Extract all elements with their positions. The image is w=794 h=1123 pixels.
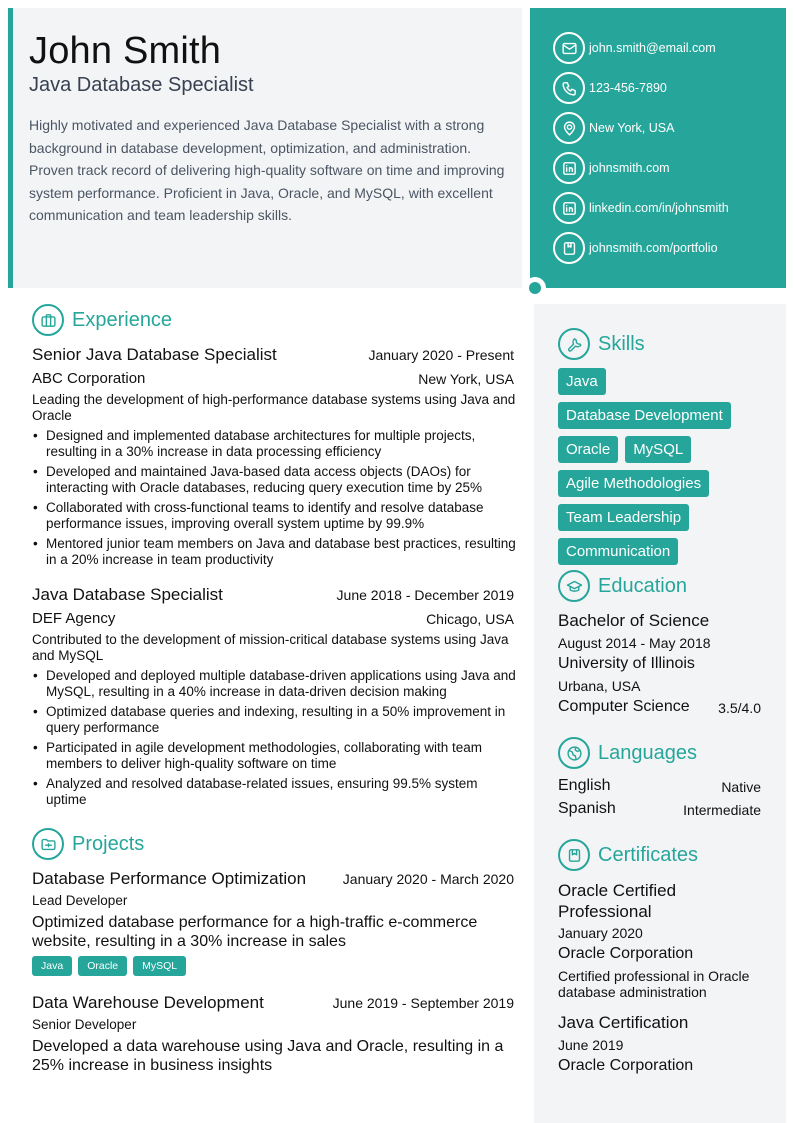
tag-mysql: MySQL <box>133 956 186 976</box>
certificate-title: Oracle Certified Professional <box>558 881 677 921</box>
project-tags <box>32 956 186 976</box>
certificates-header <box>558 839 698 871</box>
job-description: Leading the development of high-performance database systems using Java and Oracle <box>32 392 516 423</box>
language-level: Intermediate <box>683 802 761 818</box>
list-item: • Analyzed and resolved database-related issues, ensuring 99.5% system uptime <box>32 776 516 808</box>
education-title: Education <box>598 574 687 597</box>
skills-title: Skills <box>598 332 645 355</box>
globe-icon <box>558 737 590 769</box>
contact-portfolio[interactable] <box>553 232 718 264</box>
job-company: DEF Agency <box>32 610 116 627</box>
experience-header <box>32 304 172 336</box>
skill-badge: Database Development <box>558 402 731 429</box>
skill-badge: MySQL <box>625 436 691 463</box>
job-date: January 2020 - Present <box>368 347 514 363</box>
project-description: Optimized database performance for a high-traffic e-commerce website, resulting in a 30% increase in sales <box>32 914 478 950</box>
contact-linkedin-text[interactable]: linkedin.com/in/johnsmith <box>589 201 729 215</box>
list-item: • Designed and implemented database architectures for multiple projects, resulting in a 30% increase in data processing efficiency <box>32 428 516 460</box>
job-title: Senior Java Database Specialist <box>32 345 277 364</box>
certificate-issuer: Oracle Corporation <box>558 1057 694 1074</box>
portfolio-icon <box>553 232 585 264</box>
contact-phone[interactable] <box>553 72 667 104</box>
skill-badge: Communication <box>558 538 678 565</box>
school-location: Urbana, USA <box>558 678 641 694</box>
job-date: June 2018 - December 2019 <box>336 587 514 603</box>
tag-oracle: Oracle <box>78 956 127 976</box>
job-title: Java Database Specialist <box>32 585 223 604</box>
contact-website[interactable] <box>553 152 670 184</box>
project-date: January 2020 - March 2020 <box>342 871 514 887</box>
skill-badge: Agile Methodologies <box>558 470 709 497</box>
projects-header <box>32 828 144 860</box>
skill-badge: Java <box>558 368 606 395</box>
phone-icon <box>553 72 585 104</box>
summary-text: Highly motivated and experienced Java Database Specialist with a strong background in database development, optimization, and administration. Proven track record of delivering high-quality software on time and improving system performance. Proficient in Java, Oracle, and MySQL, with excellent communication and team leadership skills. <box>29 117 505 223</box>
list-item: • Participated in agile development methodologies, collaborating with team members to deliver high-quality software on time <box>32 740 516 772</box>
contact-email[interactable] <box>553 32 716 64</box>
email-icon <box>553 32 585 64</box>
project-title: Database Performance Optimization <box>32 869 307 888</box>
folder-icon <box>32 828 64 860</box>
skills-list <box>558 368 768 565</box>
decorative-dot <box>529 282 541 294</box>
contact-location <box>553 112 674 144</box>
skill-badge: Team Leadership <box>558 504 689 531</box>
skills-header <box>558 328 645 360</box>
project-role: Lead Developer <box>32 893 128 908</box>
certificate-title: Java Certification <box>558 1013 689 1032</box>
job-bullets <box>32 428 516 572</box>
projects-title: Projects <box>72 832 145 855</box>
accent-bar <box>8 8 13 288</box>
certificate-issuer: Oracle Corporation <box>558 945 694 962</box>
list-item: • Developed and maintained Java-based data access objects (DAOs) for interacting with Oracle databases, reducing query execution time by 25% <box>32 464 516 496</box>
location-pin-icon <box>553 112 585 144</box>
skill-badge: Oracle <box>558 436 618 463</box>
tag-java: Java <box>32 956 72 976</box>
graduation-cap-icon <box>558 570 590 602</box>
project-description: Developed a data warehouse using Java and Oracle, resulting in a 25% increase in business insights <box>32 1038 504 1074</box>
job-location: Chicago, USA <box>426 611 514 627</box>
list-item: • Collaborated with cross-functional teams to identify and resolve database performance issues, improving overall system uptime by 99.9% <box>32 500 516 532</box>
wrench-icon <box>558 328 590 360</box>
field-of-study: Computer Science <box>558 698 690 715</box>
job-description: Contributed to the development of mission-critical database systems using Java and MySQL <box>32 632 509 663</box>
education-dates: August 2014 - May 2018 <box>558 635 711 651</box>
candidate-name: John Smith <box>29 30 222 72</box>
certificate-book-icon <box>558 839 590 871</box>
project-title: Data Warehouse Development <box>32 993 264 1012</box>
linkedin-icon <box>553 152 585 184</box>
contact-website-text[interactable]: johnsmith.com <box>589 161 670 175</box>
certificate-description: Certified professional in Oracle database administration <box>558 968 750 1000</box>
contact-phone-text[interactable]: 123-456-7890 <box>589 81 667 95</box>
language-name: Spanish <box>558 800 616 817</box>
job-bullets <box>32 668 516 812</box>
project-role: Senior Developer <box>32 1017 137 1032</box>
project-date: June 2019 - September 2019 <box>332 995 514 1011</box>
certificates-title: Certificates <box>598 843 699 866</box>
certificate-date: January 2020 <box>558 925 643 941</box>
job-location: New York, USA <box>418 371 514 387</box>
gpa: 3.5/4.0 <box>718 700 761 716</box>
language-level: Native <box>721 779 761 795</box>
languages-title: Languages <box>598 741 697 764</box>
list-item: • Developed and deployed multiple database-driven applications using Java and MySQL, resulting in a 40% increase in data-driven decision making <box>32 668 516 700</box>
briefcase-icon <box>32 304 64 336</box>
linkedin-icon <box>553 192 585 224</box>
school-name: University of Illinois <box>558 655 695 672</box>
languages-header <box>558 737 697 769</box>
list-item: • Mentored junior team members on Java and database best practices, resulting in a 20% increase in team productivity <box>32 536 516 568</box>
contact-location-text: New York, USA <box>589 121 675 135</box>
degree: Bachelor of Science <box>558 611 710 630</box>
language-name: English <box>558 777 611 794</box>
job-title-heading: Java Database Specialist <box>29 74 254 96</box>
contact-portfolio-text[interactable]: johnsmith.com/portfolio <box>589 241 718 255</box>
certificate-date: June 2019 <box>558 1037 624 1053</box>
contact-email-text[interactable]: john.smith@email.com <box>589 41 716 55</box>
contact-linkedin[interactable] <box>553 192 729 224</box>
job-company: ABC Corporation <box>32 370 146 387</box>
experience-title: Experience <box>72 308 173 331</box>
education-header <box>558 570 687 602</box>
list-item: • Optimized database queries and indexing, resulting in a 50% improvement in query performance <box>32 704 516 736</box>
